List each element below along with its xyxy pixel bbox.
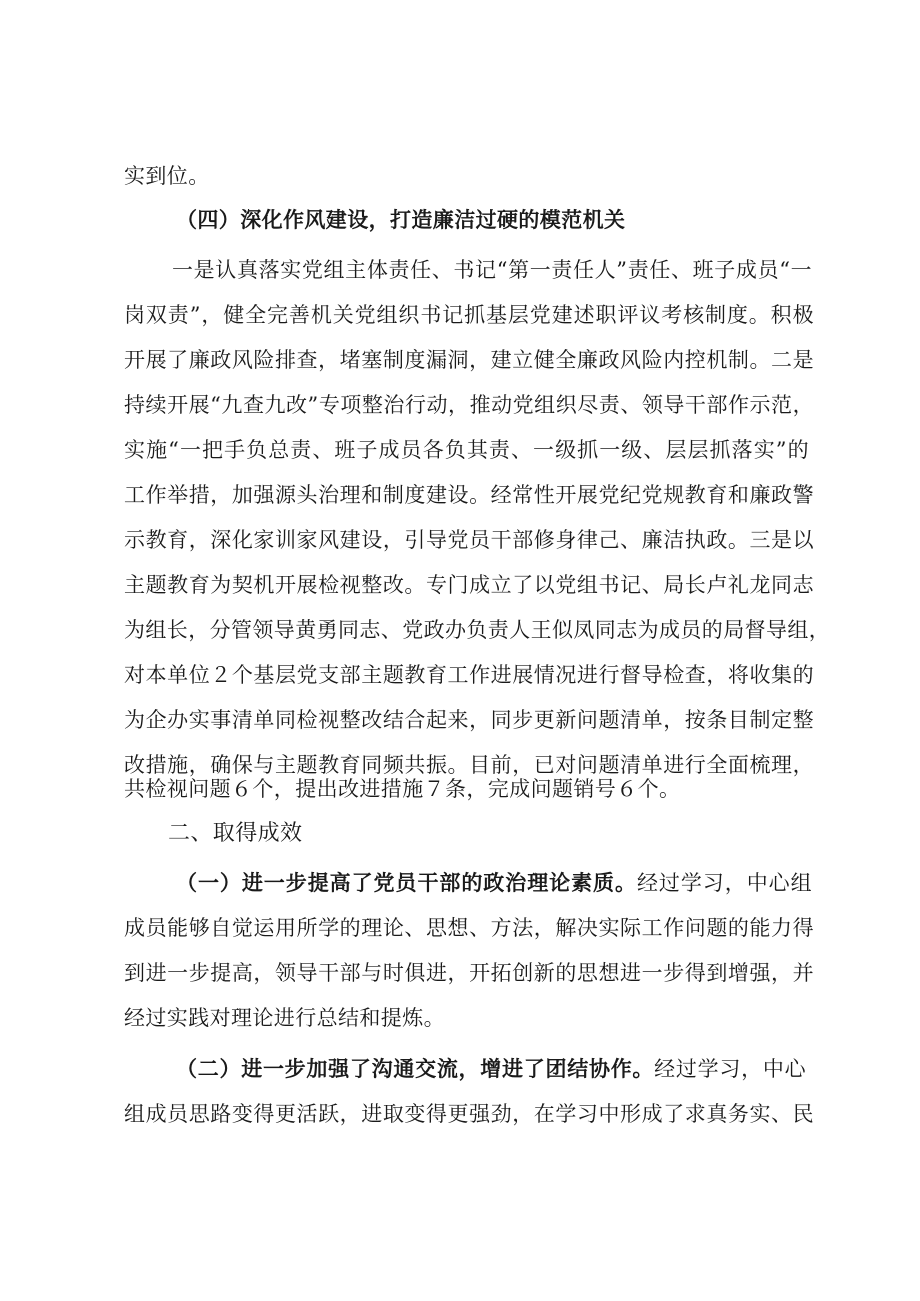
paragraph-line: 对本单位２个基层党支部主题教育工作进展情况进行督导检查，将收集的 — [124, 663, 814, 687]
paragraph-line: 一是认真落实党组主体责任、书记“第一责任人”责任、班子成员“一 — [172, 258, 812, 282]
paragraph-line: 实到位。 — [124, 164, 210, 188]
paragraph-line: 经过实践对理论进行总结和提炼。 — [124, 1006, 445, 1030]
paragraph-line: 持续开展“九查九改”专项整治行动，推动党组织尽责、领导干部作示范， — [124, 393, 814, 417]
result-heading-1: （一）进一步提高了党员干部的政治理论素质。 — [176, 870, 637, 895]
paragraph-line: 实施“一把手负总责、班子成员各负其责、一级抓一级、层层抓落实”的 — [124, 438, 809, 462]
paragraph-line: 开展了廉政风险排查，堵塞制度漏洞，建立健全廉政风险内控机制。二是 — [124, 348, 814, 372]
paragraph-line: 工作举措，加强源头治理和制度建设。经常性开展党纪党规教育和廉政警 — [124, 483, 814, 507]
paragraph-line: 改措施，确保与主题教育同频共振。目前，已对问题清单进行全面梳理， — [124, 753, 814, 777]
paragraph-line: 为组长，分管领导黄勇同志、党政办负责人王似凤同志为成员的局督导组， — [124, 618, 831, 642]
paragraph-text: 经过学习，中心组 — [636, 871, 813, 895]
section-subheading-4: （四）深化作风建设，打造廉洁过硬的模范机关 — [176, 207, 626, 232]
paragraph-line — [176, 868, 812, 898]
paragraph-line: 示教育，深化家训家风建设，引导党员干部修身律己、廉洁执政。三是以 — [124, 528, 814, 552]
paragraph-line: 岗双责”，健全完善机关党组织书记抓基层党建述职评议考核制度。积极 — [124, 303, 814, 327]
paragraph-line: 组成员思路变得更活跃，进取变得更强劲，在学习中形成了求真务实、民 — [124, 1102, 814, 1126]
paragraph-line: 为企办实事清单同检视整改结合起来，同步更新问题清单，按条目制定整 — [124, 708, 814, 732]
section-heading-2: 二、取得成效 — [168, 821, 303, 846]
paragraph-line: 到进一步提高，领导干部与时俱进，开拓创新的思想进一步得到增强，并 — [124, 961, 814, 985]
paragraph-line: 共检视问题６个，提出改进措施７条，完成问题销号６个。 — [124, 777, 681, 801]
paragraph-text: 经过学习，中心 — [654, 1057, 806, 1081]
paragraph-line: 主题教育为契机开展检视整改。专门成立了以党组书记、局长卢礼龙同志 — [124, 573, 814, 597]
paragraph-line: 成员能够自觉运用所学的理论、思想、方法，解决实际工作问题的能力得 — [124, 916, 814, 940]
result-heading-2: （二）进一步加强了沟通交流，增进了团结协作。 — [176, 1056, 655, 1081]
paragraph-line — [176, 1054, 806, 1084]
